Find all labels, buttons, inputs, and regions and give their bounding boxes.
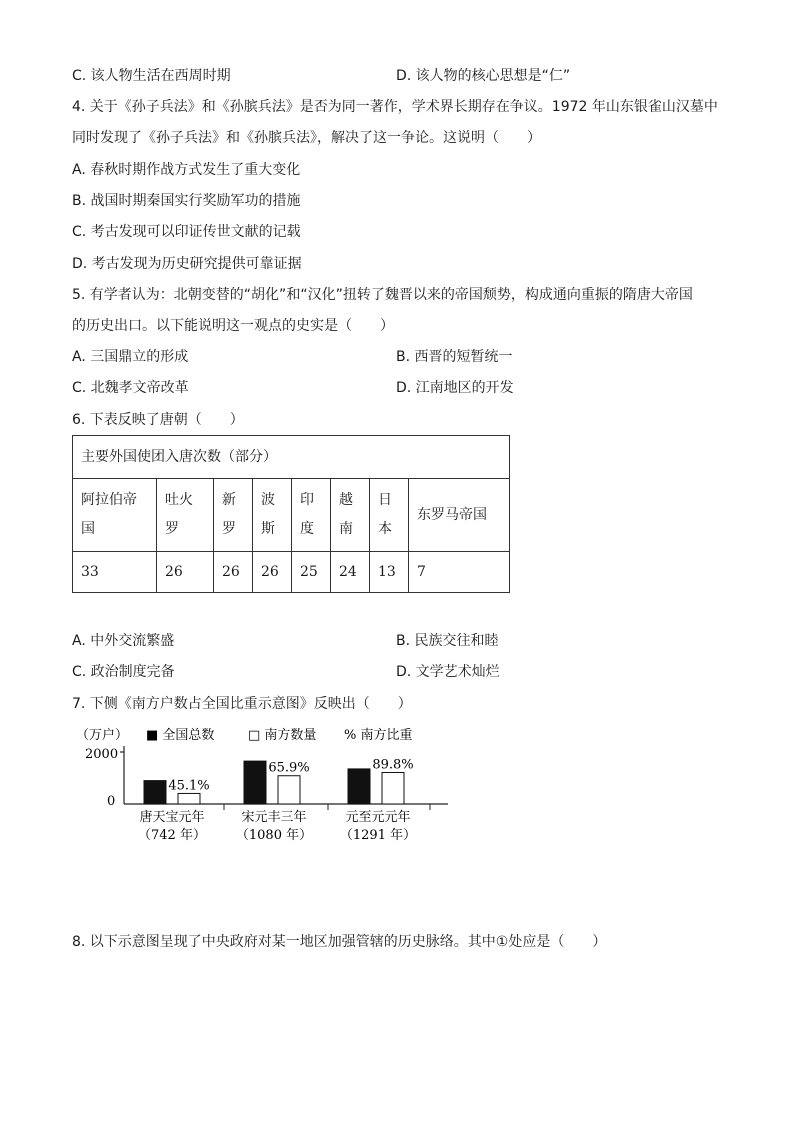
bar-total (144, 781, 166, 804)
percent-label: 89.8% (372, 757, 414, 773)
q6-value-cell: 25 (292, 552, 331, 593)
x-category-year: （1291 年） (339, 828, 417, 843)
y-tick-label: 2000 (85, 747, 119, 762)
x-category-label: 唐天宝元年 (139, 810, 205, 825)
q4-option-a: A. 春秋时期作战方式发生了重大变化 (72, 162, 301, 178)
percent-label: 45.1% (168, 778, 210, 794)
bar-total (244, 761, 266, 804)
q6-header-cell: 吐火 罗 (157, 479, 214, 552)
x-category-label: 宋元丰三年 (241, 810, 307, 825)
q4-option-c: C. 考古发现可以印证传世文献的记载 (72, 224, 301, 240)
q8-stem: 8. 以下示意图呈现了中央政府对某一地区加强管辖的历史脉络。其中①处应是（ ） (72, 934, 607, 950)
q4-option-d: D. 考古发现为历史研究提供可靠证据 (72, 256, 302, 272)
q6-value-cell: 24 (331, 552, 370, 593)
legend-total: ■ 全国总数 (146, 728, 215, 743)
q6-option-d: D. 文学艺术灿烂 (396, 664, 500, 680)
q4-stem-line1: 4. 关于《孙子兵法》和《孙膑兵法》是否为同一著作，学术界长期存在争议。1972 年山东银雀山汉墓中 (72, 99, 718, 115)
q6-option-b: B. 民族交往和睦 (396, 633, 499, 649)
q6-option-c: C. 政治制度完备 (72, 664, 175, 680)
q6-table-caption: 主要外国使团入唐次数（部分） (73, 436, 510, 479)
q6-header-cell: 越 南 (331, 479, 370, 552)
x-category-year: （742 年） (138, 828, 206, 843)
q5-option-c: C. 北魏孝文帝改革 (72, 380, 189, 396)
percent-label: 65.9% (268, 760, 310, 776)
q6-value-cell: 26 (157, 552, 214, 593)
q5-stem-line2: 的历史出口。以下能说明这一观点的史实是（ ） (72, 318, 394, 334)
q5-option-b: B. 西晋的短暂统一 (396, 349, 513, 365)
q6-header-cell: 日 本 (370, 479, 409, 552)
q6-value-cell: 26 (253, 552, 292, 593)
q6-header-cell: 印 度 (292, 479, 331, 552)
q5-option-d: D. 江南地区的开发 (396, 380, 514, 396)
q7-stem: 7. 下侧《南方户数占全国比重示意图》反映出（ ） (72, 696, 412, 712)
q6-table (72, 435, 510, 593)
q6-stem: 6. 下表反映了唐朝（ ） (72, 412, 244, 428)
bar-total (348, 769, 370, 804)
legend-south: □ 南方数量 (248, 728, 317, 743)
y-axis-unit-label: （万户） (76, 728, 129, 743)
q3-option-d: D. 该人物的核心思想是“仁” (396, 68, 571, 84)
q7-bar-chart (72, 722, 452, 852)
q6-header-cell: 阿拉伯帝 国 (73, 479, 157, 552)
q6-header-cell: 新 罗 (214, 479, 253, 552)
y-tick-label: 0 (107, 794, 116, 809)
q6-value-cell: 33 (73, 552, 157, 593)
q3-option-c: C. 该人物生活在西周时期 (72, 68, 231, 84)
q5-stem-line1: 5. 有学者认为：北朝变替的“胡化”和“汉化”扭转了魏晋以来的帝国颓势，构成通向重振的隋唐大帝国 (72, 287, 693, 303)
x-category-year: （1080 年） (235, 828, 313, 843)
q4-option-b: B. 战国时期秦国实行奖励军功的措施 (72, 193, 301, 209)
q6-header-cell: 波 斯 (253, 479, 292, 552)
q6-value-cell: 7 (409, 552, 510, 593)
bar-south (382, 772, 404, 804)
q5-option-a: A. 三国鼎立的形成 (72, 349, 189, 365)
q6-header-cell: 东罗马帝国 (409, 479, 510, 552)
bar-south (178, 793, 200, 804)
q4-stem-line2: 同时发现了《孙子兵法》和《孙膑兵法》，解决了这一争论。这说明（ ） (72, 130, 541, 146)
x-category-label: 元至元元年 (345, 810, 411, 825)
legend-percent: % 南方比重 (344, 728, 413, 743)
q6-option-a: A. 中外交流繁盛 (72, 633, 175, 649)
bar-south (278, 776, 300, 804)
q6-value-cell: 13 (370, 552, 409, 593)
q6-value-cell: 26 (214, 552, 253, 593)
